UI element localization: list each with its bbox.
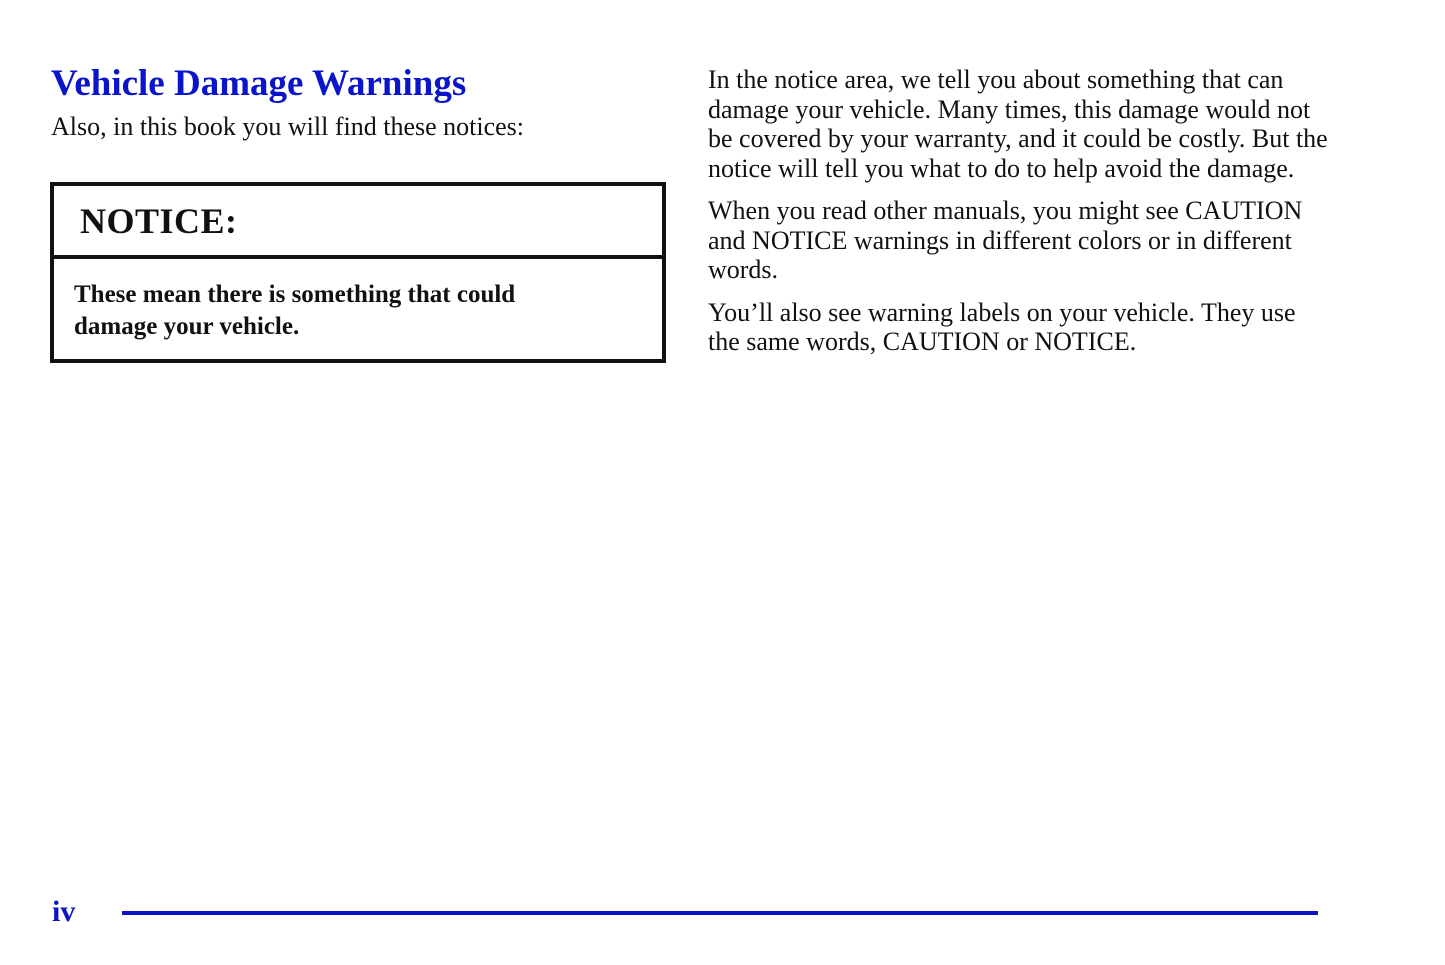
intro-text: Also, in this book you will find these notices: [51,112,525,141]
notice-body [54,259,662,343]
left-column [51,62,671,144]
notice-body-line: These mean there is something that could [74,281,516,308]
paragraph-other-manuals: When you read other manuals, you might see CAUTION and NOTICE warnings in different colors or in different words. [708,196,1303,284]
right-column [708,65,1328,370]
notice-body-line: damage your vehicle. [74,313,300,340]
section-title: Vehicle Damage Warnings [51,63,467,104]
paragraph-notice-area: In the notice area, we tell you about something that can damage your vehicle. Many times, this damage would not be covered by your warranty, and it could be costly. But the notice will tell you what to do to help avoid the damage. [708,65,1328,183]
notice-box [50,182,666,363]
notice-heading: NOTICE: [54,186,662,259]
footer-rule [122,911,1318,915]
paragraph-warning-labels: You’ll also see warning labels on your vehicle. They use the same words, CAUTION or NOTICE. [708,297,1296,356]
page-number: iv [52,895,76,928]
